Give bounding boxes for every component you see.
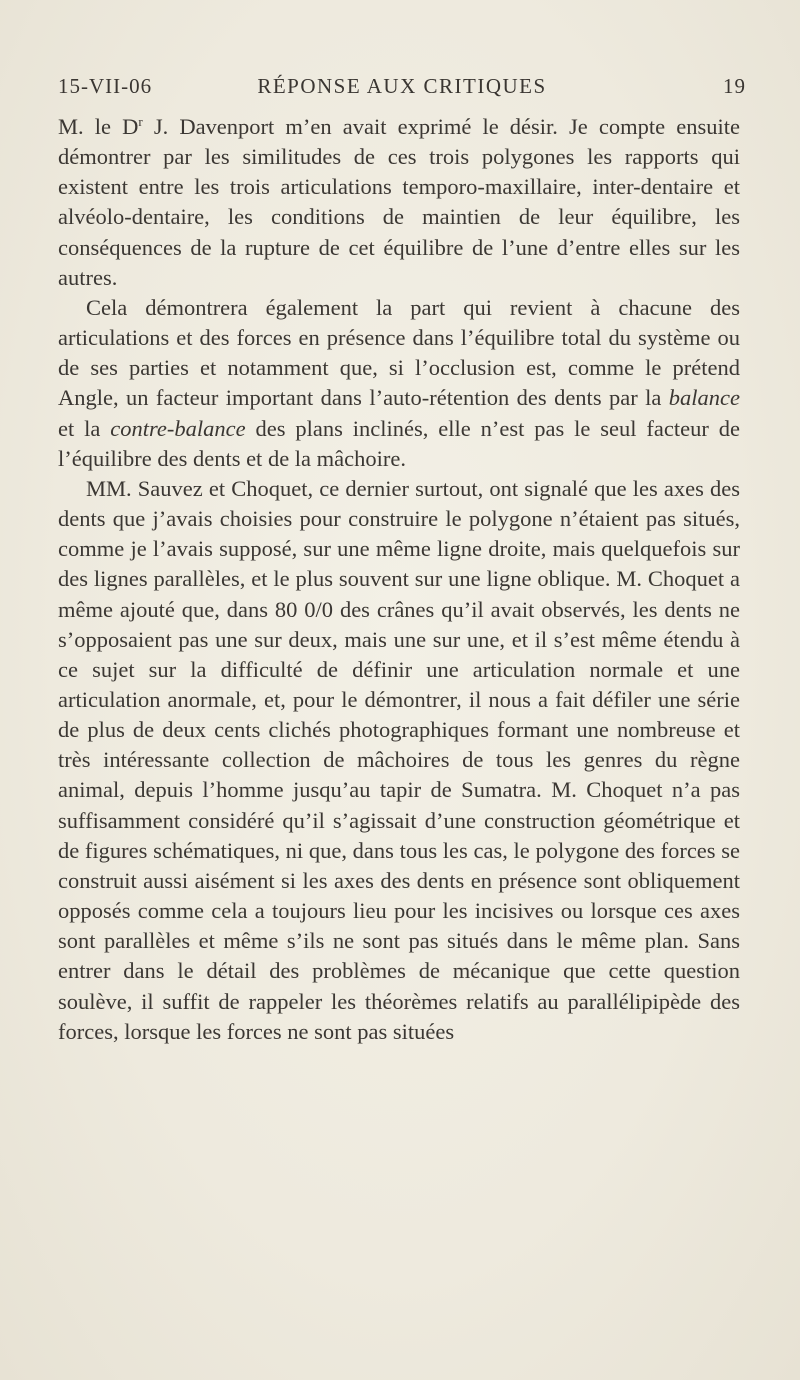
paragraph-1-rest: J. Davenport m’en avait exprimé le désir. Je compte ensuite démontrer par les similitudes de ces trois polygones les rapports qui existent entre les trois articulations temporo-maxillaire, inter-dentaire et alvéolo-dentaire, les conditions de maintien de leur équilibre, les conséquences de la rupture de cet équilibre de l’une d’entre elles sur les autres. xyxy=(58,114,740,290)
paragraph-3: MM. Sauvez et Choquet, ce dernier surtout, ont signalé que les axes des dents que j’avais choisies pour construire le polygone n’étaient pas situés, comme je l’avais supposé, sur une même ligne droite, mais quelquefois sur des lignes parallèles, et le plus souvent sur une ligne oblique. M. Choquet a même ajouté que, dans 80 0/0 des crânes qu’il avait observés, les dents ne s’opposaient pas une sur deux, mais une sur une, et il s’est même étendu à ce sujet sur la difficulté de définir une articulation normale et une articulation anormale, et, pour le démontrer, il nous a fait défiler une série de plus de deux cents clichés photographiques formant une nombreuse et très intéressante collection de mâchoires de tous les genres du règne animal, depuis l’homme jusqu’au tapir de Sumatra. M. Choquet n’a pas suffisamment considéré qu’il s’agissait d’une construction géométrique et de figures schématiques, ni que, dans tous les cas, le polygone des forces se construit aussi aisément si les axes des dents en présence sont obliquement opposés comme cela a toujours lieu pour les incisives ou lorsque ces axes sont parallèles et même s’ils ne sont pas situés dans le même plan. Sans entrer dans le détail des problèmes de mécanique que cette question soulève, il suffit de rappeler les théorèmes relatifs au parallélipipède des forces, lorsque les forces ne sont pas situées xyxy=(58,475,740,1044)
italic-balance: balance xyxy=(668,385,740,411)
page-number: 19 xyxy=(723,74,746,98)
header-title: RÉPONSE AUX CRITIQUES xyxy=(257,74,547,98)
paragraph-2 xyxy=(58,293,740,474)
paragraph-1-start: M. le D xyxy=(58,114,139,139)
running-head xyxy=(58,74,746,104)
body-text xyxy=(58,112,740,1047)
paragraph-2-start: Cela démontrera également la part qui revient à chacune des articulations et des forces en présence dans l’équilibre total du système ou de ses parties et notamment que, si l’occlusion est, comme le prétend Angle, un facteur important dans l’auto-rétention des dents par la xyxy=(58,294,740,411)
superscript-r: r xyxy=(138,114,143,129)
paragraph-1 xyxy=(58,112,740,293)
paragraph-2-end: des plans inclinés, elle n’est pas le seul facteur de l’équilibre des dents et de la mâchoire. xyxy=(58,415,740,471)
header-date: 15-VII-06 xyxy=(58,74,153,98)
italic-contre-balance: contre-balance xyxy=(110,415,246,441)
paragraph-2-mid: et la xyxy=(58,415,111,441)
